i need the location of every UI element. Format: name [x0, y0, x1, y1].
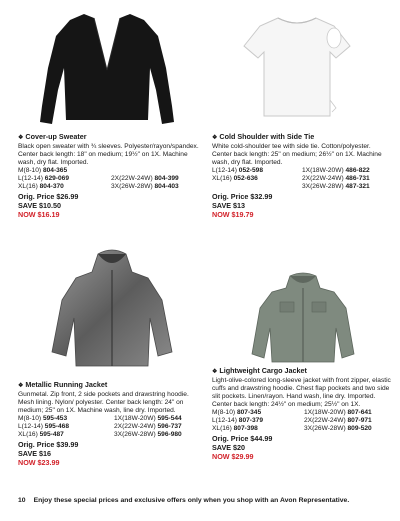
sku-line: 1X(18W-20W) 486-822: [302, 167, 370, 174]
sku-line: 3X(26W-28W) 804-403: [111, 183, 179, 190]
product-name: Cold Shoulder with Side Tie: [219, 132, 315, 141]
sku-line: L(12-14) 629-069: [18, 175, 69, 182]
sku-line: 1X(18W-20W) 807-641: [304, 409, 372, 416]
sku-line: XL(16) 052-636: [212, 175, 258, 182]
original-price: Orig. Price $26.99: [18, 192, 79, 201]
sku-line: L(12-14) 807-379: [212, 417, 263, 424]
sku-line: 1X(18W-20W) 595-544: [114, 415, 182, 422]
product-description: Gunmetal. Zip front, 2 side pockets and drawstring hoodie. Mesh lining. Nylon/ polyester. Center back length: 24" on medium; 25" on 1X. Machine wash, line dry. Imported.: [18, 391, 189, 414]
save-amount: SAVE $16: [18, 449, 52, 458]
product-name: Lightweight Cargo Jacket: [219, 366, 307, 375]
sale-price: NOW $19.79: [212, 210, 254, 219]
original-price: Orig. Price $44.99: [212, 434, 273, 443]
gunmetal-jacket-image: [32, 248, 192, 370]
olive-jacket-image: [238, 272, 368, 364]
sku-line: 2X(22W-24W) 486-731: [302, 175, 370, 182]
original-price: Orig. Price $32.99: [212, 192, 273, 201]
sale-price: NOW $23.99: [18, 458, 60, 467]
sku-line: XL(16) 595-487: [18, 431, 64, 438]
product-description: Black open sweater with ¾ sleeves. Polyester/rayon/spandex. Center back length: 18" on medium; 19½" on 1X. Machine wash, dry flat. Imported.: [18, 143, 199, 166]
sku-line: 3X(26W-28W) 809-520: [304, 425, 372, 432]
diamond-bullet-icon: ❖: [212, 369, 218, 375]
sku-line: 3X(26W-28W) 487-321: [302, 183, 370, 190]
product-name: Cover-up Sweater: [25, 132, 87, 141]
sale-price: NOW $29.99: [212, 452, 254, 461]
page-number: 10: [18, 497, 26, 504]
sku-line: [111, 167, 200, 175]
page-footer: [18, 497, 349, 504]
sku-list: [212, 409, 392, 433]
sku-line: M(8-10) 804-365: [18, 167, 68, 174]
sku-list: [212, 167, 388, 191]
sku-line: 2X(22W-24W) 804-399: [111, 175, 179, 182]
product-name: Metallic Running Jacket: [25, 380, 108, 389]
sku-line: 3X(26W-28W) 596-980: [114, 431, 182, 438]
sku-line: XL(16) 807-398: [212, 425, 258, 432]
sku-list: [18, 415, 206, 439]
sale-price: NOW $16.19: [18, 210, 60, 219]
footer-text: Enjoy these special prices and exclusive offers only when you shop with an Avon Representative.: [33, 497, 350, 504]
sku-line: 2X(22W-24W) 596-737: [114, 423, 182, 430]
diamond-bullet-icon: ❖: [18, 135, 24, 141]
sku-line: 2X(22W-24W) 807-971: [304, 417, 372, 424]
black-sweater-image: [22, 10, 192, 128]
sku-line: M(8-10) 595-453: [18, 415, 68, 422]
white-tee-image: [232, 12, 362, 122]
save-amount: SAVE $13: [212, 201, 246, 210]
sku-line: XL(16) 804-370: [18, 183, 64, 190]
sku-line: L(12-14) 052-598: [212, 167, 263, 174]
save-amount: SAVE $20: [212, 443, 246, 452]
diamond-bullet-icon: ❖: [212, 135, 218, 141]
product-description: Light-olive-colored long-sleeve jacket with front zipper, elastic cuffs and drawstring hoodie. Chest flap pockets and two side slit pockets. Linen/rayon. Hand wash, line dry. Imported. Center back length: 24½" on medium; 25½" on 1X.: [212, 377, 391, 408]
diamond-bullet-icon: ❖: [18, 383, 24, 389]
sku-line: L(12-14) 595-468: [18, 423, 69, 430]
sku-line: M(8-10) 807-345: [212, 409, 262, 416]
sku-list: [18, 167, 200, 191]
product-description: White cold-shoulder tee with side tie. Cotton/polyester. Center back length: 25" on medium; 26½" on 1X. Machine wash, dry flat. Imported.: [212, 143, 382, 166]
original-price: Orig. Price $39.99: [18, 440, 79, 449]
save-amount: SAVE $10.50: [18, 201, 62, 210]
